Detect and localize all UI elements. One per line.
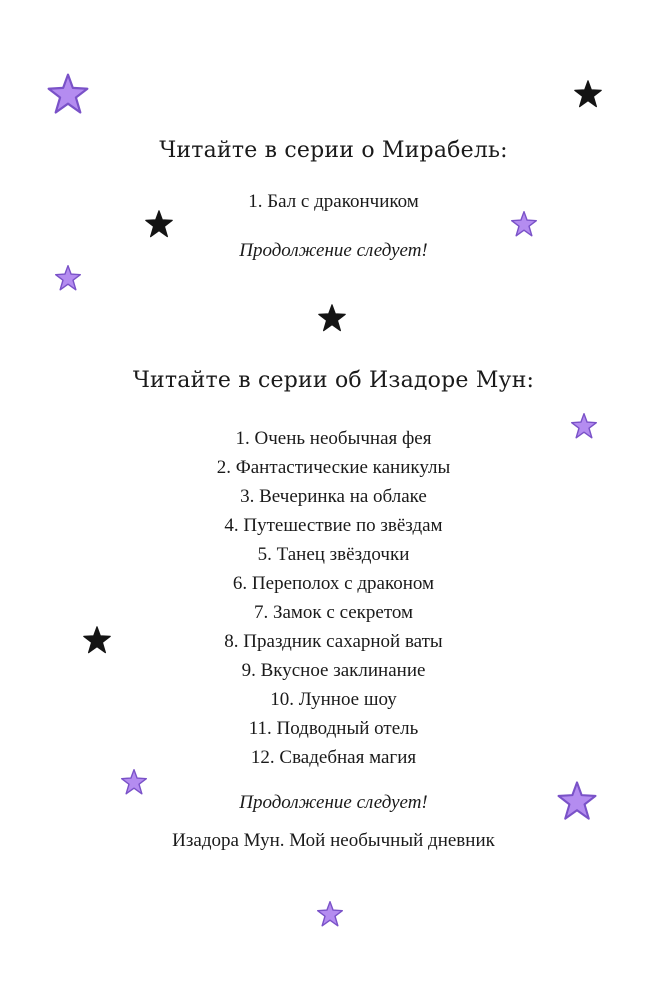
black-star-icon xyxy=(144,209,174,239)
mirabel-book-1: 1. Бал с дракончиком xyxy=(248,191,419,212)
isadora-book-3: 3. Вечеринка на облаке xyxy=(240,486,427,507)
purple-star-icon xyxy=(316,900,344,928)
isadora-series-heading: Читайте в серии об Изадоре Мун: xyxy=(132,368,535,393)
purple-star-icon xyxy=(46,72,90,116)
isadora-book-6: 6. Переполох с драконом xyxy=(232,573,435,594)
isadora-book-list xyxy=(0,424,667,772)
isadora-diary-title: Изадора Мун. Мой необычный дневник xyxy=(172,830,495,851)
isadora-book-12: 12. Свадебная магия xyxy=(250,747,417,768)
isadora-continued: Продолжение следует! xyxy=(239,792,428,813)
mirabel-continued: Продолжение следует! xyxy=(239,240,428,261)
purple-star-icon xyxy=(556,780,598,822)
isadora-book-4: 4. Путешествие по звёздам xyxy=(224,515,443,536)
black-star-icon xyxy=(573,79,603,109)
mirabel-series-heading: Читайте в серии о Мирабель: xyxy=(159,138,508,163)
isadora-book-7: 7. Замок с секретом xyxy=(253,602,414,623)
purple-star-icon xyxy=(54,264,82,292)
black-star-icon xyxy=(82,625,112,655)
isadora-book-9: 9. Вкусное заклинание xyxy=(241,660,426,681)
purple-star-icon xyxy=(510,210,538,238)
isadora-book-11: 11. Подводный отель xyxy=(248,718,419,739)
isadora-book-1: 1. Очень необычная фея xyxy=(235,428,432,449)
isadora-book-10: 10. Лунное шоу xyxy=(270,689,397,710)
black-star-icon xyxy=(317,303,347,333)
isadora-book-2: 2. Фантастические каникулы xyxy=(216,457,451,478)
isadora-book-5: 5. Танец звёздочки xyxy=(257,544,410,565)
purple-star-icon xyxy=(570,412,598,440)
isadora-book-8: 8. Праздник сахарной ваты xyxy=(224,631,443,652)
purple-star-icon xyxy=(120,768,148,796)
